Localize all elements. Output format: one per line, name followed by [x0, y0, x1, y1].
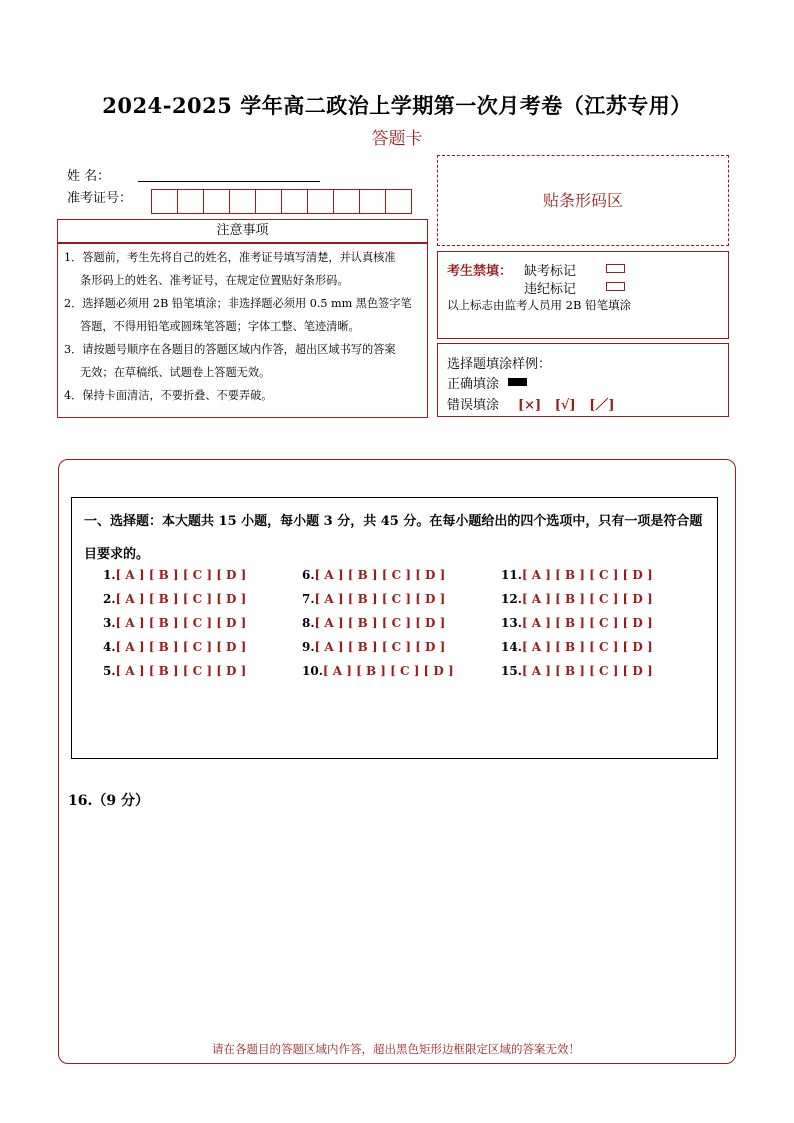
mc-question-row[interactable] [103, 592, 246, 606]
question-number: 2. [103, 592, 116, 606]
answer-options[interactable]: [ A ] [ B ] [ C ] [ D ] [521, 664, 653, 678]
exam-id-digit-box[interactable] [229, 189, 256, 214]
mc-question-row[interactable] [501, 640, 653, 654]
answer-options[interactable]: [ A ] [ B ] [ C ] [ D ] [115, 616, 247, 630]
question-number: 9. [302, 640, 315, 654]
answer-options[interactable]: [ A ] [ B ] [ C ] [ D ] [521, 616, 653, 630]
sample-title: 选择题填涂样例： [447, 357, 552, 372]
question-number: 11. [501, 568, 522, 582]
answer-options[interactable]: [ A ] [ B ] [ C ] [ D ] [115, 592, 247, 606]
answer-options[interactable]: [ A ] [ B ] [ C ] [ D ] [521, 640, 653, 654]
answer-options[interactable]: [ A ] [ B ] [ C ] [ D ] [115, 568, 247, 582]
exam-id-digit-box[interactable] [307, 189, 334, 214]
correct-fill-label: 正确填涂 [447, 377, 500, 392]
mc-question-row[interactable] [103, 568, 246, 582]
exam-id-digit-box[interactable] [333, 189, 360, 214]
barcode-area: 贴条形码区 [437, 155, 729, 246]
footer-warning: 请在各题目的答题区域内作答，超出黑色矩形边框限定区域的答案无效！ [212, 1042, 580, 1056]
answer-sheet-subtitle: 答题卡 [371, 129, 423, 149]
notice-line: 无效；在草稿纸、试题卷上答题无效。 [80, 366, 271, 379]
exam-id-digit-box[interactable] [177, 189, 204, 214]
mc-question-row[interactable] [501, 664, 653, 678]
exam-id-digit-box[interactable] [359, 189, 386, 214]
absent-mark[interactable] [606, 264, 625, 273]
mc-question-row[interactable] [103, 664, 246, 678]
correct-fill-sample [508, 378, 527, 386]
answer-options[interactable]: [ A ] [ B ] [ C ] [ D ] [314, 592, 446, 606]
proctor-mark-box [437, 251, 729, 339]
answer-options[interactable]: [ A ] [ B ] [ C ] [ D ] [314, 616, 446, 630]
exam-id-label: 准考证号： [67, 191, 133, 206]
mc-question-row[interactable] [501, 592, 653, 606]
exam-id-digit-box[interactable] [203, 189, 230, 214]
question-number: 14. [501, 640, 522, 654]
exam-id-digit-box[interactable] [255, 189, 282, 214]
ban-label: 考生禁填： [447, 264, 513, 279]
answer-options[interactable]: [ A ] [ B ] [ C ] [ D ] [314, 640, 446, 654]
answer-options[interactable]: [ A ] [ B ] [ C ] [ D ] [115, 664, 247, 678]
question-number: 15. [501, 664, 522, 678]
exam-id-digit-box[interactable] [151, 189, 178, 214]
absent-label: 缺考标记 [524, 264, 577, 279]
answer-options[interactable]: [ A ] [ B ] [ C ] [ D ] [115, 640, 247, 654]
mc-question-row[interactable] [302, 568, 445, 582]
question-number: 3. [103, 616, 116, 630]
notice-line: 条形码上的姓名、准考证号，在规定位置贴好条形码。 [80, 274, 349, 287]
question-number: 1. [103, 568, 116, 582]
proctor-note: 以上标志由监考人员用 2B 铅笔填涂 [447, 298, 632, 312]
exam-title: 2024-2025 学年高二政治上学期第一次月考卷（江苏专用） [102, 93, 692, 118]
violation-label: 违纪标记 [524, 282, 577, 297]
wrong-fill-label: 错误填涂 [447, 398, 500, 413]
answer-options[interactable]: [ A ] [ B ] [ C ] [ D ] [314, 568, 446, 582]
question-number: 6. [302, 568, 315, 582]
name-label: 姓 名： [67, 169, 111, 184]
mc-question-row[interactable] [302, 664, 454, 678]
mc-question-row[interactable] [103, 616, 246, 630]
exam-id-digit-box[interactable] [385, 189, 412, 214]
mc-question-row[interactable] [103, 640, 246, 654]
name-field[interactable] [138, 181, 320, 182]
exam-id-digit-box[interactable] [281, 189, 308, 214]
question-16-heading: 16.（9 分） [68, 793, 149, 809]
answer-options[interactable]: [ A ] [ B ] [ C ] [ D ] [521, 592, 653, 606]
notice-body [57, 243, 428, 418]
question-number: 4. [103, 640, 116, 654]
notice-line: 2．选择题必须用 2B 铅笔填涂；非选择题必须用 0.5 mm 黑色签字笔 [64, 297, 412, 310]
answer-options[interactable]: [ A ] [ B ] [ C ] [ D ] [322, 664, 454, 678]
multiple-choice-section [71, 497, 718, 759]
question-number: 8. [302, 616, 315, 630]
fill-sample-box [437, 343, 729, 417]
mc-question-row[interactable] [501, 616, 653, 630]
notice-line: 1．答题前，考生先将自己的姓名，准考证号填写清楚，并认真核准 [64, 251, 396, 264]
notice-line: 答题，不得用铅笔或圆珠笔答题；字体工整、笔迹清晰。 [80, 320, 360, 333]
mc-question-row[interactable] [302, 616, 445, 630]
mc-instruction: 一、选择题：本大题共 15 小题，每小题 3 分，共 45 分。在每小题给出的四个选项中，只有一项是符合题目要求的。 [84, 514, 703, 562]
question-number: 12. [501, 592, 522, 606]
violation-mark[interactable] [606, 282, 625, 291]
answer-options[interactable]: [ A ] [ B ] [ C ] [ D ] [521, 568, 653, 582]
notice-line: 3．请按题号顺序在各题目的答题区域内作答，超出区域书写的答案 [64, 343, 396, 356]
wrong-fill-samples: [×] [√] [／] [518, 398, 615, 413]
mc-question-row[interactable] [302, 640, 445, 654]
question-number: 5. [103, 664, 116, 678]
exam-id-boxes[interactable] [151, 189, 411, 214]
question-number: 10. [302, 664, 323, 678]
notice-header: 注意事项 [57, 219, 428, 243]
question-number: 13. [501, 616, 522, 630]
notice-line: 4．保持卡面清洁，不要折叠、不要弄破。 [64, 389, 273, 402]
question-number: 7. [302, 592, 315, 606]
mc-question-row[interactable] [501, 568, 653, 582]
mc-question-row[interactable] [302, 592, 445, 606]
